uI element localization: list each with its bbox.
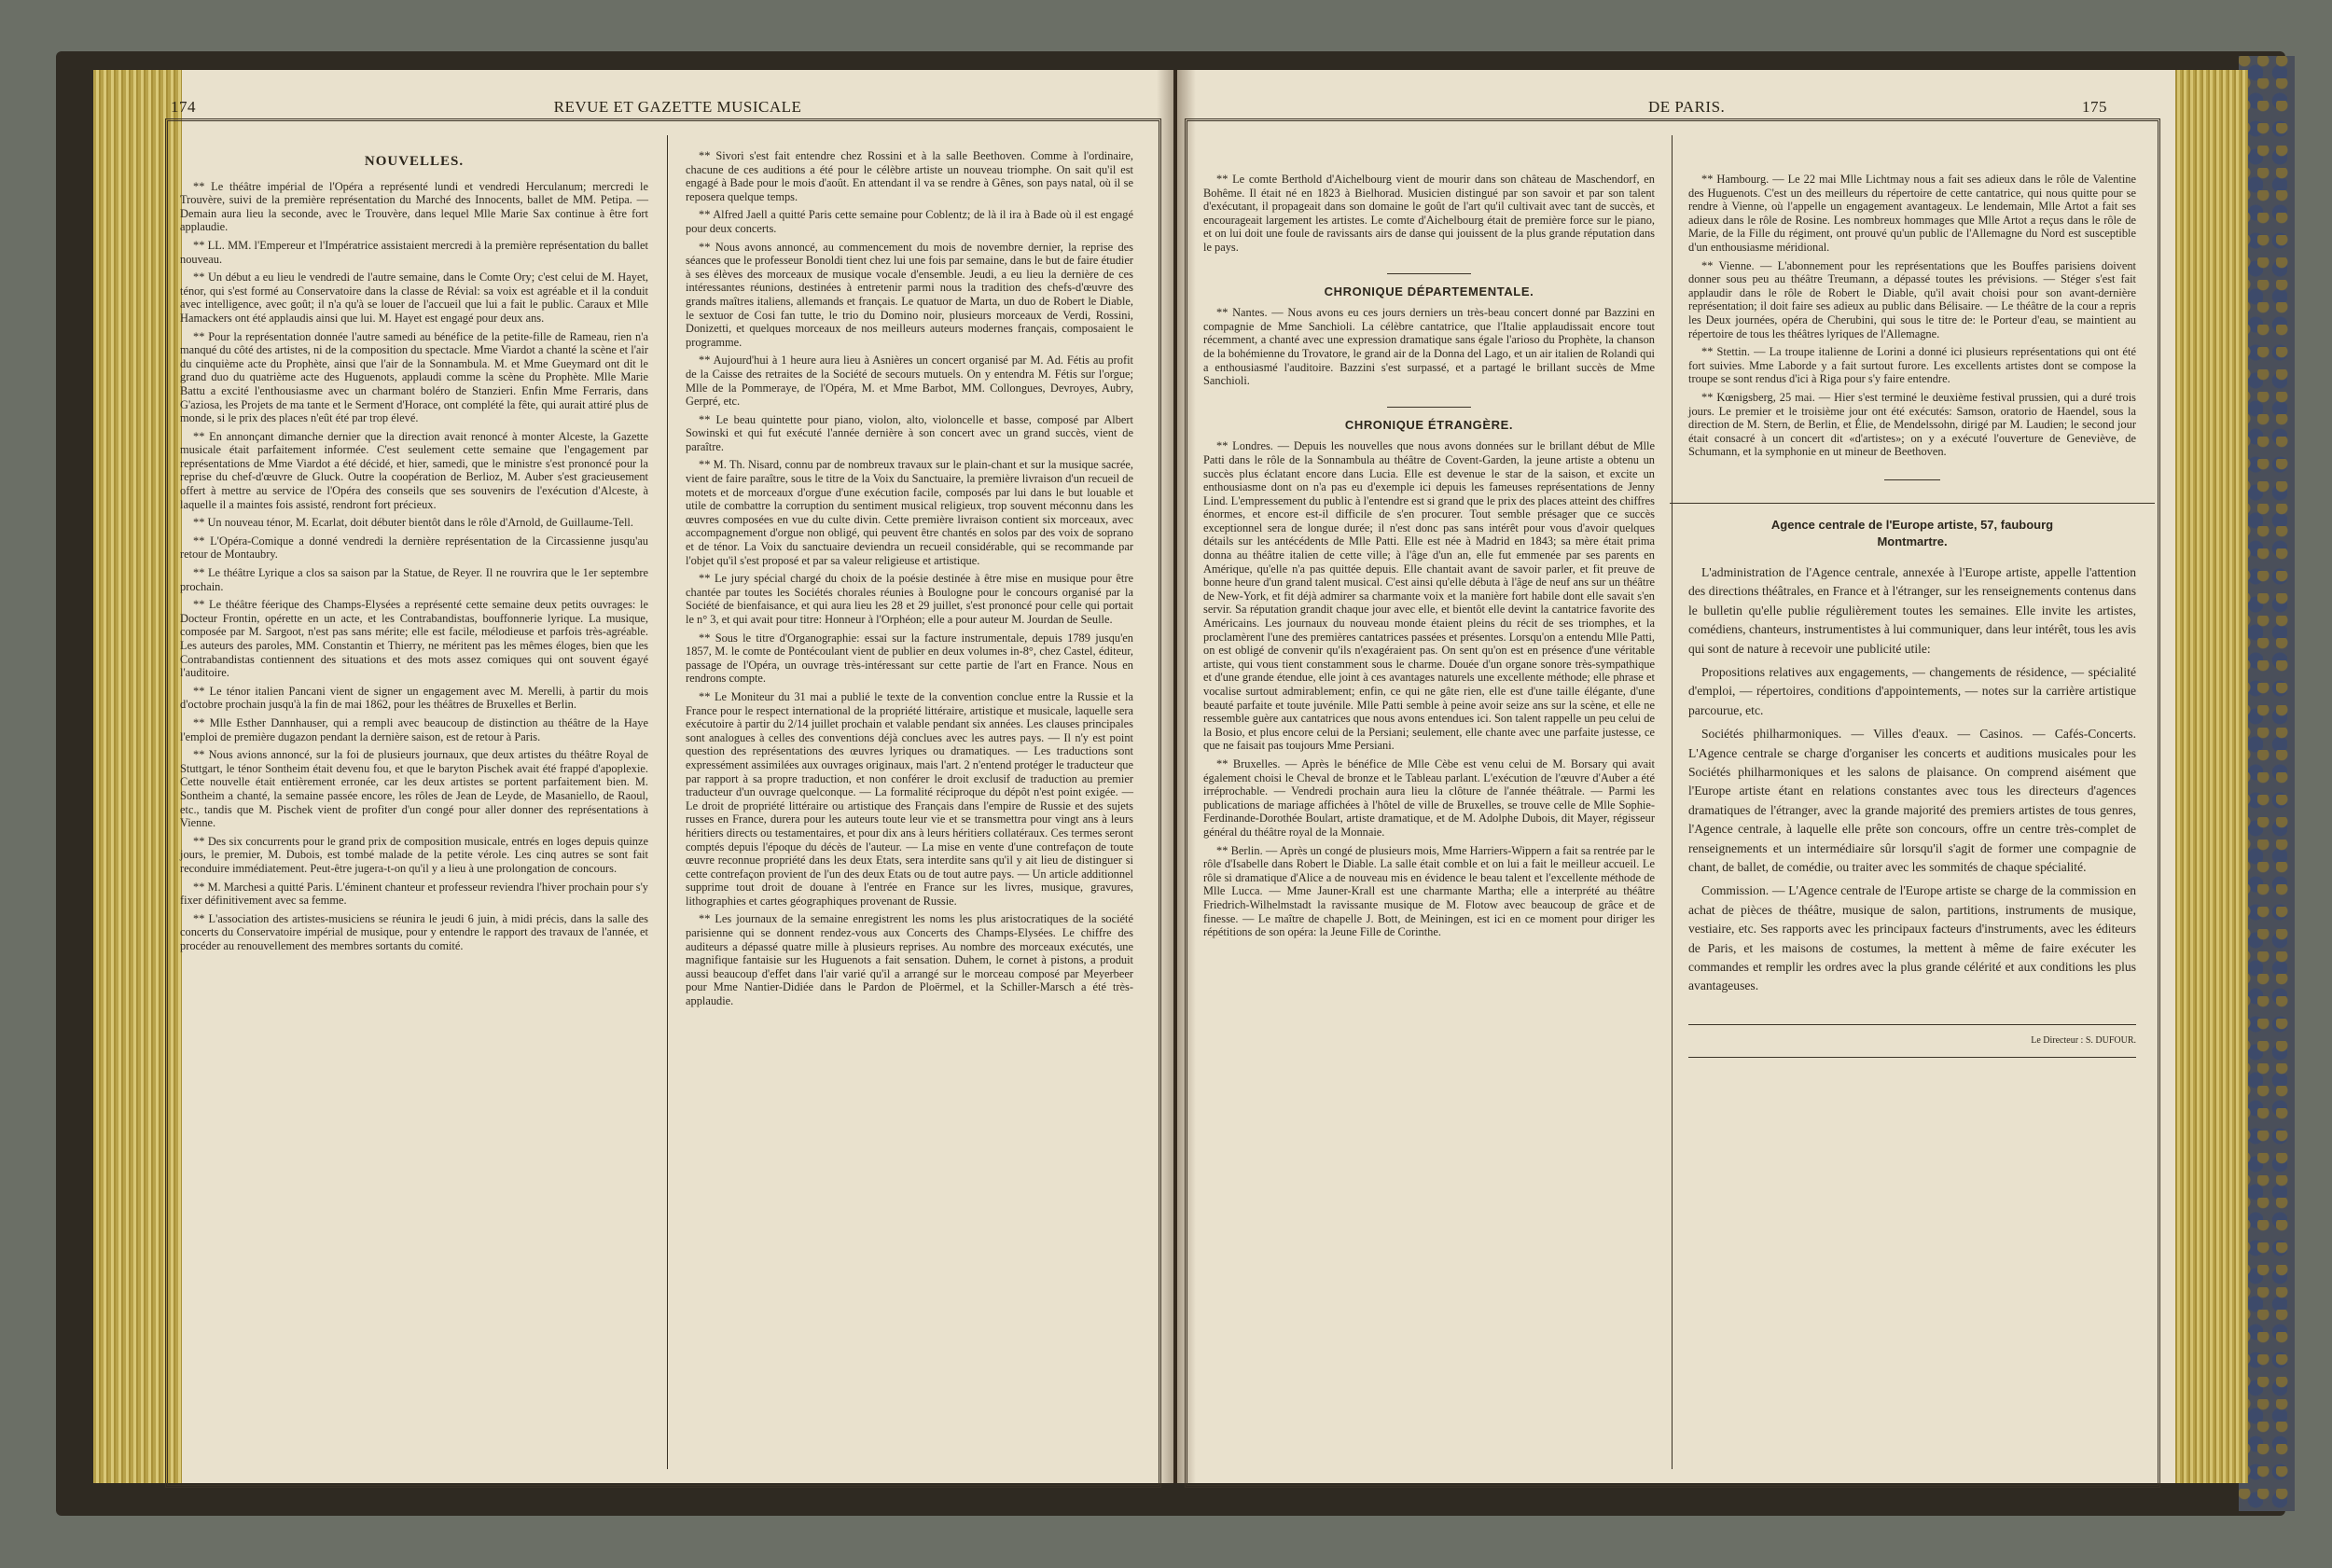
chronique-paragraph: ** Londres. — Depuis les nouvelles que nous avons données sur le brillant début de Mlle Patti dans le rôle de la Sonnambula au théâtre de Covent-Garden, la jeune artiste a obtenu un succès plus éclatant encore dans Lucia. Elle est devenue le star de la saison, et excite un enthousiasme dont on n'a pas eu d'exemple ici depuis les fameuses représentations de Jenny Lind. L'empressement du public à l'entendre est si grand que le prix des places atteint des chiffres énormes, et encore est-il difficile de s'en procurer. Tout semble présager que ce succès exceptionnel sera de longue durée; il n'est donc pas sans intérêt pour vous d'avoir quelques détails sur les antécédents de Mlle Patti. Elle est née à Madrid en 1843; sa mère était prima donna au théâtre italien de cette ville; à l'âge d'un an, elle fut emmenée par ses parents en Amérique, qu'elle n'a pas quittée depuis. Elle chantait avant de savoir parler, et fit preuve de bonne heure d'un grand talent musical. C'est ainsi qu'elle débuta à l'âge de neuf ans sur un théâtre de New-York, et fit déjà admirer sa charmante voix et la manière fort habile dont elle savait s'en servir. Sa réputation grandit chaque jour avec elle, et bientôt elle devint la cantatrice favorite des Américains. Les journaux du nouveau monde étaient pleins du récit de ses triomphes, et la proclamèrent l'une des premières cantatrices passées et présentes. Lorsqu'on a entendu Mlle Patti, on est obligé de convenir qu'ils n'exagéraient pas. On sent qu'on est en présence d'une véritable artiste, qui vous tient constamment sous le charme. Douée d'un organe sonore très-sympathique et d'une grande étendue, elle joint à ces avantages naturels une excellente méthode; elle phrase et vocalise surtout admirablement; enfin, ce qui ne gâte rien, elle est d'une taille élégante, d'une beauté parfaite et toute juvénile. Mlle Patti semble à peine avoir seize ans sur la scène, et elle ne ressemble guère aux cantatrices que nous avons entendues ici. Son talent rappelle un peu celui de la Bosio, et plus encore celui de la Persiani; seulement, elle chante avec une parfaite justesse, ce que ne faisait pas toujours Mme Persiani.	[1203, 439, 1655, 753]
ad-end-rule	[1688, 1057, 2136, 1058]
news-paragraph: ** Le théâtre impérial de l'Opéra a représenté lundi et vendredi Herculanum; mercredi le Trouvère, suivi de la première représentation du Marché des Innocents, ballet de MM. Petipa. — Demain aura lieu la seconde, avec le Trouvère, dans lequel Mlle Marie Sax continue à être fort applaudie.	[180, 179, 648, 234]
section-rule	[1387, 407, 1471, 408]
agence-paragraph: Sociétés philharmoniques. — Villes d'eaux. — Casinos. — Cafés-Concerts. L'Agence centrale se charge d'organiser les concerts et auditions musicales pour les Sociétés philharmoniques et les salons de plaisance. On comprend aisément que l'Europe artiste étant en relations constantes avec tous les directeurs d'agences dramatiques de l'étranger, avec la grande majorité des premiers artistes de tous genres, l'Agence centrale, à laquelle elle prête son concours, offre un centre très-complet de renseignements et un intermédiaire sûr lorsqu'il s'agit de former une compagnie de chant, de ballet, de comédie, ou traiter avec les sommités de chaque spécialité.	[1688, 727, 2136, 874]
news-paragraph: ** Pour la représentation donnée l'autre samedi au bénéfice de la petite-fille de Rameau, rien n'a manqué du côté des artistes, ni de la composition du spectacle. Mme Viardot a chanté la scène et l'air du cinquième acte du Prophète, ainsi que l'air de la Sonnambula. M. et Mme Gueymard ont dit le grand duo du quatrième acte des Huguenots, applaudi comme la scène du Prophète. Mlle Marie Battu a excité l'enthousiasme avec un charmant boléro de Stanzieri. Enfin Mme Ferraris, dans G'aziosa, les Projets de ma tante et le Serment d'Horace, ont complété la fête, qui aurait attiré plus de monde, si le prix des places n'eût été par trop élevé.	[180, 329, 648, 425]
news-paragraph: ** Nous avons annoncé, au commencement du mois de novembre dernier, la reprise des séances que le professeur Bonoldi tient chez lui une fois par semaine, dans le but de faire étudier à ses élèves des morceaux de musique vocale d'ensemble. Jeudi, a eu lieu la dernière de ces intéressantes réunions, destinées à entretenir parmi nous la tradition des chefs-d'œuvre des grands maîtres italiens, allemands et français. Le quatuor de Marta, un duo de Robert le Diable, le sextuor de Cosi fan tutte, le trio du Domino noir, plusieurs morceaux de Verdi, Rossini, Donizetti, et quelques morceaux de nos meilleurs auteurs modernes français, composaient le programme.	[686, 240, 1133, 349]
news-paragraph: ** L'Opéra-Comique a donné vendredi la dernière représentation de la Circassienne jusqu'au retour de Montaubry.	[180, 534, 648, 562]
news-paragraph: ** M. Th. Nisard, connu par de nombreux travaux sur le plain-chant et sur la musique sacrée, vient de faire paraître, sous le titre de la Voix du Sanctuaire, la première livraison d'un recueil de motets et de morceaux d'orgue d'une exécution facile, composés par lui dans le but louable et utile de combattre la corruption du sentiment musical religieux, trop souvent méconnu dans les œuvres composées en vue du culte divin. Cette première livraison contient six morceaux, avec accompagnement d'orgue non obligé, qui peuvent être chantés en solos par des voix de soprano et de ténor. La Voix du sanctuaire deviendra un recueil considérable, qui se recommande par l'objet qu'il s'est proposé et par sa valeur religieuse et artistique.	[686, 458, 1133, 567]
news-paragraph: ** Un début a eu lieu le vendredi de l'autre semaine, dans le Comte Ory; c'est celui de M. Hayet, ténor, qui s'est formé au Conservatoire dans la classe de Révial: sa voix est agréable et il la conduit avec intelligence, avec goût; il n'a qu'à se louer de l'accueil que lui a fait le public. Caraux et Mlle Hamackers ont été applaudis ainsi que lui. M. Hayet est engagé pour deux ans.	[180, 271, 648, 325]
news-paragraph: ** Mlle Esther Dannhauser, qui a rempli avec beaucoup de distinction au théâtre de la Haye l'emploi de première dugazon pendant la dernière saison, est de retour à Paris.	[180, 715, 648, 743]
left-column-divider	[667, 135, 668, 1469]
news-paragraph: ** M. Marchesi a quitté Paris. L'éminent chanteur et professeur reviendra l'hiver prochain pour s'y fixer définitivement avec sa femme.	[180, 880, 648, 908]
news-paragraph: ** En annonçant dimanche dernier que la direction avait renoncé à monter Alceste, la Gazette musicale était parfaitement informée. C'est seulement cette semaine que l'engagement par représentations de Mme Viardot a été décidé, et hier, samedi, que le ministre s'est prononcé pour la reprise du chef-d'œuvre de Gluck. Outre la coopération de Berlioz, M. Auber s'est gracieusement offert à mettre au service de l'Opéra des conseils que ses souvenirs de l'exécution d'Alceste, à laquelle il a maintes fois assisté, rendront fort précieux.	[180, 429, 648, 511]
obituary-paragraph: ** Le comte Berthold d'Aichelbourg vient de mourir dans son château de Maschendorf, en Bohême. Il était né en 1823 à Bielhorad. Musicien distingué par son savoir et par son talent d'exécutant, il propageait dans son domaine le goût de l'art qu'il cultivait avec tant de succès, et encourageait largement les artistes. Le comte d'Aichelbourg était de première force sur le piano, et on lui doit une foule de ravissants airs de danse qui jouissent de la plus grande réputation dans le pays.	[1203, 173, 1655, 254]
news-paragraph: ** Des six concurrents pour le grand prix de composition musicale, entrés en loges depuis quinze jours, le premier, M. Dubois, est tombé malade de la petite vérole. Les cinq autres se sont fait reconduire immédiatement. Peut-être jugera-t-on qu'il y a lieu à une prolongation de concours.	[180, 834, 648, 875]
chronique-paragraph: ** Vienne. — L'abonnement pour les représentations que les Bouffes parisiens doivent donner sous peu au théâtre Treumann, a dépassé toutes les prévisions. — Stéger s'est fait applaudir dans le rôle de Robert le Diable, qu'il avait choisi pour son avant-dernière représentation; il doit faire ses adieux au public dans Bélisaire. — Le théâtre de la cour a repris les Deux journées, opéra de Cherubini, qui sous le titre de: le Porteur d'eau, se maintient au répertoire de tous les théâtres lyriques de l'Allemagne.	[1688, 258, 2136, 340]
news-paragraph: ** Sivori s'est fait entendre chez Rossini et à la salle Beethoven. Comme à l'ordinaire, chacune de ces auditions a été pour le célèbre artiste un nouveau triomphe. On sait qu'il est engagé à Bade pour le mois d'août. En attendant il va se rendre à Gênes, son pays natal, où il se reposera quelque temps.	[686, 149, 1133, 203]
news-paragraph: ** Alfred Jaell a quitté Paris cette semaine pour Coblentz; de là il ira à Bade où il est engagé pour deux concerts.	[686, 208, 1133, 235]
right-running-head: DE PARIS.	[1648, 98, 1726, 116]
right-column-2	[1688, 173, 2136, 1058]
news-paragraph: ** Le Moniteur du 31 mai a publié le texte de la convention conclue entre la Russie et la France pour le respect international de la propriété littéraire, artistique et musicale, laquelle sera exécutoire à partir du 2/14 juillet prochain et valable pendant six années. Les clauses principales sont analogues à celles des conventions déjà conclues avec les autres pays. — Il n'y est point question des représentations des œuvres lyriques ou dramatiques. — Les traductions sont expressément assimilées aux ouvrages originaux, mais l'art. 2 n'entend protéger le traducteur que par rapport à sa propre traduction, et non conférer le droit exclusif de traduction au premier traducteur d'un ouvrage quelconque. — La formalité réciproque du dépôt n'est point exigée. — Le droit de propriété littéraire ou artistique des Français dans l'empire de Russie et des sujets russes en France, durera pour les auteurs toute leur vie et se transmettra pour vingt ans à leurs héritiers directs ou testamentaires, et pour dix ans à leurs héritiers collatéraux. Ces termes seront comptés depuis l'époque du décès de l'auteur. — La mise en vente d'une contrefaçon de toute œuvre reconnue propriété dans les deux Etats, sera interdite sans qu'il y ait lieu de distinguer si cette contrefaçon provient de l'un des deux Etats ou de tout autre pays. — Un article additionnel supprime tout droit de douane à l'entrée en France sur les livres, musique, gravures, lithographies et cartes géographiques provenant de Russie.	[686, 689, 1133, 908]
news-paragraph: ** Le beau quintette pour piano, violon, alto, violoncelle et basse, composé par Albert Sowinski et qui fut exécuté l'année dernière à son concert avec un grand succès, vient de paraître.	[686, 412, 1133, 453]
right-page-edges	[2169, 70, 2248, 1483]
news-paragraph: ** Un nouveau ténor, M. Ecarlat, doit débuter bientôt dans le rôle d'Arnold, de Guillaume-Tell.	[193, 516, 633, 530]
left-running-head: REVUE ET GAZETTE MUSICALE	[553, 98, 802, 116]
section-rule	[1387, 273, 1471, 274]
director-signature: Le Directeur : S. DUFOUR.	[2031, 1034, 2136, 1046]
left-column-2	[686, 149, 1133, 1013]
chronique-paragraph: ** Bruxelles. — Après le bénéfice de Mlle Cèbe est venu celui de M. Borsary qui avait également choisi le Cheval de bronze et le Tableau parlant. L'exécution de l'œuvre d'Auber a été irréprochable. — Vendredi prochain aura lieu la clôture de l'année théâtrale. — Parmi les publications de mariage affichées à l'hôtel de ville de Bruxelles, se trouve celle de Mlle Sophie-Ferdinande-Dorothée Boulart, artiste dramatique, et de M. Adolphe Dubois, dit Mayer, régisseur général du théâtre royal de la Monnaie.	[1203, 756, 1655, 839]
ad-top-rule	[1670, 503, 2155, 504]
news-paragraph: ** Le ténor italien Pancani vient de signer un engagement avec M. Merelli, à partir du mois d'octobre prochain jusqu'à la fin de mai 1862, pour les théâtres de Bruxelles et Berlin.	[180, 684, 648, 712]
chronique-paragraph: ** Kœnigsberg, 25 mai. — Hier s'est terminé le deuxième festival prussien, qui a duré trois jours. Le premier et le troisième jour ont été exécutés: Samson, oratorio de Haendel, sous la direction de M. Stern, de Berlin, et Élie, de Mendelssohn, dirigé par M. Laudien; le second jour était consacré à un concert dit «d'artistes»; on y a exécuté l'ouverture de Geneviève, de Schumann, et la symphonie en ut mineur de Beethoven.	[1688, 390, 2136, 459]
news-paragraph: ** Le théâtre féerique des Champs-Elysées a représenté cette semaine deux petits ouvrages: le Docteur Frontin, opérette en un acte, et les Contrabandistas, bouffonnerie lyrique. La musique, composée par M. Sargoot, n'est pas sans mérite; elle est facile, mélodieuse et parfois très-agréable. Les auteurs des paroles, MM. Constantin et Thierry, ne méritent pas les mêmes éloges, bien que les Contrabandistas contiennent des situations et des mots assez comiques qui ont souvent égayé l'auditoire.	[180, 598, 648, 680]
news-paragraph: ** Nous avions annoncé, sur la foi de plusieurs journaux, que deux artistes du théâtre Royal de Stuttgart, le ténor Sontheim était devenu fou, et que le baryton Pischek avait été frappé d'apoplexie. Cette nouvelle était entièrement erronée, car les deux artistes se portent parfaitement bien. M. Sontheim a chanté, la semaine passée encore, les rôles de Jean de Leyde, de Masaniello, de Raoul, etc., tandis que M. Pischek vient de profiter d'un congé pour aller donner des représentations à Vienne.	[180, 748, 648, 830]
left-column-1	[180, 149, 648, 957]
news-paragraph: ** Le théâtre Lyrique a clos sa saison par la Statue, de Reyer. Il ne rouvrira que le 1er septembre prochain.	[180, 566, 648, 593]
news-paragraph: ** LL. MM. l'Empereur et l'Impératrice assistaient mercredi à la première représentation du ballet nouveau.	[180, 238, 648, 266]
section-title: NOUVELLES.	[364, 154, 465, 169]
right-column-1	[1203, 173, 1655, 944]
news-paragraph: ** Le jury spécial chargé du choix de la poésie destinée à être mise en musique pour être chantée par toutes les Sociétés chorales réunies à Boulogne pour le concours organisé par la Société de bienfaisance, et qui aura lieu les 28 et 29 juillet, s'est prononcé pour celle qui portait le n° 3, et qui avait pour titre: Honneur à l'Orphéon; elle a pour auteur M. Jourdan de Seulle.	[686, 572, 1133, 626]
news-paragraph: ** Sous le titre d'Organographie: essai sur la facture instrumentale, depuis 1789 jusqu'en 1857, M. le comte de Pontécoulant vient de publier en deux volumes in-8°, chez Castel, éditeur, passage de l'Opéra, un ouvrage très-intéressant sur cette partie de l'art en France. Nous en rendrons compte.	[686, 631, 1133, 686]
chronique-etrangere-title: CHRONIQUE ÉTRANGÈRE.	[1344, 417, 1514, 432]
agence-title-line-1: Agence centrale de l'Europe artiste, 57, faubourg	[1770, 517, 2054, 532]
agence-paragraph: L'administration de l'Agence centrale, annexée à l'Europe artiste, appelle l'attention des directions théâtrales, en France et à l'étranger, sur les renseignements contenus dans le bulletin qu'elle publie régulièrement toutes les semaines. Elle invite les artistes, comédiens, chanteurs, instrumentistes à lui communiquer, dans leur intérêt, tous les avis qui sont de nature à recevoir une publicité utile:	[1688, 564, 2136, 656]
book-gutter	[1157, 70, 1196, 1483]
agence-title	[1688, 517, 2136, 550]
news-paragraph: ** Les journaux de la semaine enregistrent les noms les plus aristocratiques de la société parisienne qui se donnent rendez-vous aux Concerts des Champs-Elysées. Le chiffre des auditeurs a dépassé quatre mille à plusieurs reprises. Au nombre des morceaux exécutés, une magnifique fantaisie sur les Huguenots a fait sensation. Duhem, le cornet à pistons, a produit aussi beaucoup d'effet dans l'air varié qu'il a arrangé sur le morceau composé par Meyerbeer pour Mme Nantier-Didiée dans le Pardon de Ploërmel, et la Schiller-Marsch a été très-applaudie.	[686, 912, 1133, 1008]
right-column-divider	[1672, 135, 1673, 1469]
chronique-paragraph: ** Stettin. — La troupe italienne de Lorini a donné ici plusieurs représentations qui ont été fort suivies. Mme Laborde y a fait surtout furore. Les excellents artistes dont se compose la troupe se sont rendus d'ici à Riga pour s'y faire entendre.	[1688, 345, 2136, 386]
chronique-paragraph: ** Nantes. — Nous avons eu ces jours derniers un très-beau concert donné par Bazzini en compagnie de Mme Sanchioli. La célèbre cantatrice, que l'Italie applaudissait encore tout récemment, a chanté avec une expression dramatique sans égale l'arioso du Prophète, la chanson de la bohémienne du Trovatore, le grand air de la Donna del Lago, et un air italien de Rolandi qui a enthousiasmé l'auditoire. Bazzini s'est surpassé, et a partagé le brillant succès de Mme Sanchioli.	[1203, 306, 1655, 388]
right-page-number: 175	[2082, 98, 2107, 116]
chronique-departementale-title: CHRONIQUE DÉPARTEMENTALE.	[1324, 284, 1534, 298]
news-paragraph: ** Aujourd'hui à 1 heure aura lieu à Asnières un concert organisé par M. Ad. Fétis au profit de la Caisse des retraites de la Société de secours mutuels. On y entendra M. Fétis sur l'orgue; Mlle de la Pommeraye, de l'Opéra, M. et Mme Barbot, MM. Collongues, Devroyes, Aubry, Gerpré, etc.	[686, 354, 1133, 409]
news-paragraph: ** L'association des artistes-musiciens se réunira le jeudi 6 juin, à midi précis, dans la salle des concerts du Conservatoire impérial de musique, pour y entendre le rapport des travaux de l'année, et procéder au renouvellement des membres sortants du comité.	[180, 911, 648, 952]
agence-paragraph: Propositions relatives aux engagements, — changements de résidence, — spécialité d'emploi, — répertoires, conditions d'appointements, — notes sur la carrière artistique parcourue, etc.	[1688, 664, 2136, 717]
chronique-paragraph: ** Berlin. — Après un congé de plusieurs mois, Mme Harriers-Wippern a fait sa rentrée par le rôle d'Isabelle dans Robert le Diable. La salle était comble et on lui a fait le meilleur accueil. Le rôle si dramatique d'Alice a de nouveau mis en évidence le beau talent et l'excellente méthode de Mlle Lucca. — Mme Jauner-Krall est une charmante Martha; elle a interprété au théâtre Friedrich-Wilhelmstadt la ravissante musique de M. Flotow avec beaucoup de grâce et de finesse. — Le maître de chapelle J. Bott, de Meiningen, est ici en ce moment pour diriger les répétitions de son opéra: la Jeune Fille de Corinthe.	[1203, 843, 1655, 939]
agence-paragraph: Commission. — L'Agence centrale de l'Europe artiste se charge de la commission en achat de pièces de théâtre, musique de salon, partitions, instruments de musique, vestiaire, etc. Ses rapports avec les principaux facteurs d'instruments, avec les éditeurs de Paris, et les maisons de costumes, la mettent à même de faire exécuter les commandes et remplir les ordres avec la plus grande célérité et aux conditions les plus avantageuses.	[1688, 883, 2136, 993]
chronique-paragraph: ** Hambourg. — Le 22 mai Mlle Lichtmay nous a fait ses adieux dans le rôle de Valentine des Huguenots. C'est un des meilleurs du répertoire de cette cantatrice, qui nous quitte pour se rendre à Vienne, où l'appelle un engagement avantageux. Le lendemain, Mlle Artot a fait ses adieux dans le rôle de Rosine. Les nombreux hommages que Mlle Artot a reçus dans le rôle de Marie, de la Fille du régiment, ont prouvé qu'un public de l'Allemagne du Nord est susceptible d'un enthousiasme méridional.	[1688, 173, 2136, 254]
ad-bottom-rule	[1688, 1024, 2136, 1025]
agence-title-line-2: Montmartre.	[1877, 534, 1948, 548]
left-page	[171, 70, 1173, 1483]
right-page	[1177, 70, 2175, 1483]
left-page-number: 174	[171, 98, 196, 116]
section-rule	[1884, 479, 1940, 480]
